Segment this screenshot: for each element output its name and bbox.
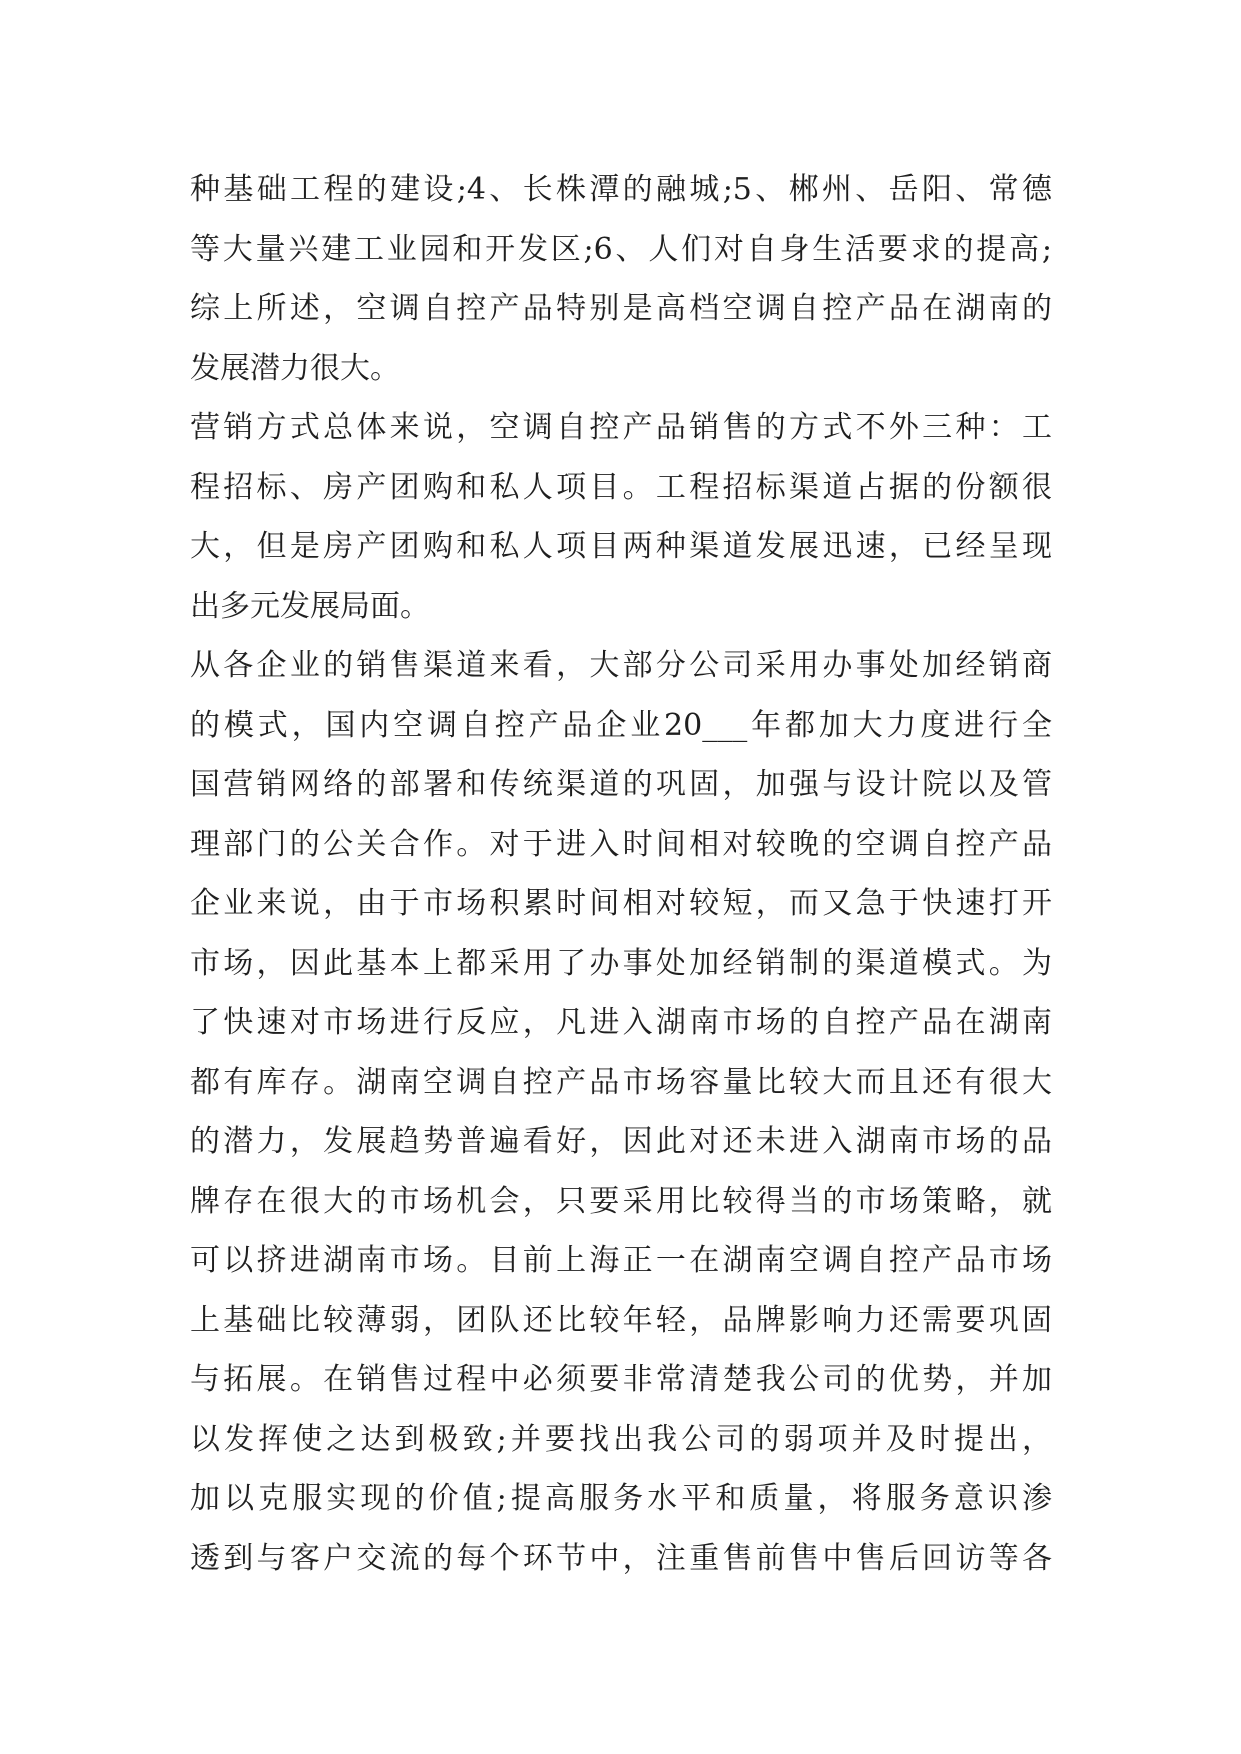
text-line: 从各企业的销售渠道来看，大部分公司采用办事处加经销商 [190, 648, 1052, 683]
text-line: 理部门的公关合作。对于进入时间相对较晚的空调自控产品 [190, 826, 1052, 862]
text-line: 等大量兴建工业园和开发区;6、人们对自身生活要求的提高; [190, 231, 1052, 267]
text-line: 透到与客户交流的每个环节中，注重售前售中售后回访等各 [190, 1540, 1052, 1576]
text-line: 上基础比较薄弱，团队还比较年轻，品牌影响力还需要巩固 [190, 1302, 1052, 1338]
text-line: 综上所述，空调自控产品特别是高档空调自控产品在湖南的 [190, 291, 1052, 326]
text-line: 市场，因此基本上都采用了办事处加经销制的渠道模式。为 [190, 945, 1052, 981]
text-line: 可以挤进湖南市场。目前上海正一在湖南空调自控产品市场 [190, 1243, 1052, 1278]
text-line: 与拓展。在销售过程中必须要非常清楚我公司的优势，并加 [190, 1362, 1052, 1397]
text-line: 种基础工程的建设;4、长株潭的融城;5、郴州、岳阳、常德 [190, 172, 1052, 207]
text-line: 出多元发展局面。 [190, 588, 430, 624]
text-line: 的模式，国内空调自控产品企业20___年都加大力度进行全 [190, 707, 1052, 743]
text-line: 程招标、房产团购和私人项目。工程招标渠道占据的份额很 [190, 469, 1052, 505]
text-line: 企业来说，由于市场积累时间相对较短，而又急于快速打开 [190, 886, 1052, 921]
document-body [190, 160, 1052, 1588]
text-line: 大，但是房产团购和私人项目两种渠道发展迅速，已经呈现 [190, 529, 1052, 564]
text-line: 以发挥使之达到极致;并要找出我公司的弱项并及时提出， [190, 1421, 1052, 1457]
text-line: 牌存在很大的市场机会，只要采用比较得当的市场策略，就 [190, 1183, 1052, 1219]
text-line: 营销方式总体来说，空调自控产品销售的方式不外三种：工 [190, 410, 1052, 445]
text-line: 都有库存。湖南空调自控产品市场容量比较大而且还有很大 [190, 1064, 1052, 1100]
text-line: 国营销网络的部署和传统渠道的巩固，加强与设计院以及管 [190, 767, 1052, 802]
text-line: 了快速对市场进行反应，凡进入湖南市场的自控产品在湖南 [190, 1005, 1052, 1040]
text-line: 的潜力，发展趋势普遍看好，因此对还未进入湖南市场的品 [190, 1124, 1052, 1159]
text-line: 加以克服实现的价值;提高服务水平和质量，将服务意识渗 [190, 1481, 1052, 1516]
text-line: 发展潜力很大。 [190, 350, 400, 386]
